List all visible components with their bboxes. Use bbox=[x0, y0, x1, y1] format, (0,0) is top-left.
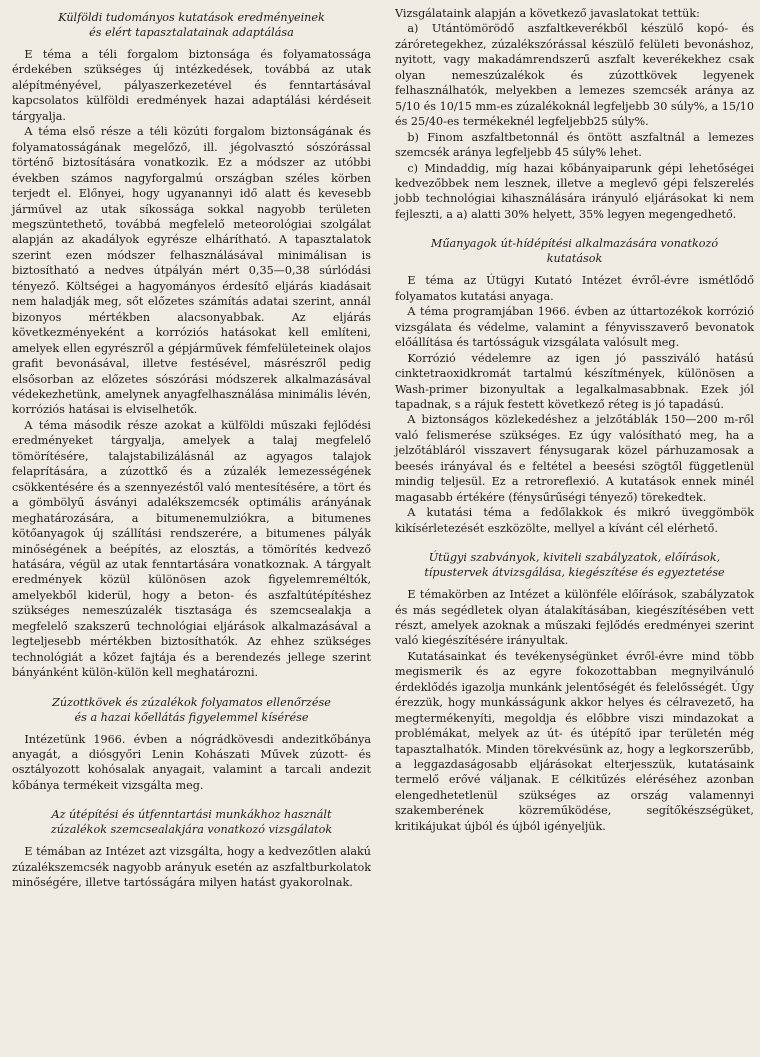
paragraph: A biztonságos közlekedéshez a jelzőtáblák 150—200 m-ről való felismerése szükséges. Ez úgy valósítható meg, ha a jelzőtábláról visszavert fénysugarak közel párhuzamosak a beesés irányával és e feltétel a beesési szögtől függetlenül mindig teljesül. Ez a retroreflexió. A kutatások ennek minél magasabb értékére (fénysűrűségi tényező) törekedtek. bbox=[395, 413, 754, 504]
list-item: b) Finom aszfaltbetonnál és öntött aszfaltnál a lemezes szemcsék aránya legfeljebb 45 súly% lehet. bbox=[395, 130, 754, 160]
paragraph: A téma programjában 1966. évben az úttartozékok korrózió vizsgálata és védelme, valamint a fényvisszaverő bevonatok előállítása és tartósságuk vizsgálata valósult meg. bbox=[395, 305, 754, 350]
paragraph: Korrózió védelemre az igen jó passziváló hatású cinktetraoxidkromát tartalmú készítmények, különösen a Wash-primer bizonyultak a legalkalmasabbnak. Ezek jól tapadnak, s a rájuk festett következő réteg is jó tapadású. bbox=[395, 351, 754, 411]
heading-line: Zúzottkövek és zúzalékok folyamatos ellenőrzése bbox=[52, 695, 331, 709]
paragraph: Intézetünk 1966. évben a nógrádkövesdi andezitkőbánya anyagát, a diósgyőri Lenin Kohászati Művek zúzott- és osztályozott kohósalak anyagait, valamint a tarcali andezit kőbánya termékeit vizsgálta meg. bbox=[12, 732, 371, 792]
paragraph: E téma az Útügyi Kutató Intézet évről-évre ismétlődő folyamatos kutatási anyaga. bbox=[395, 274, 754, 303]
heading-line: kutatások bbox=[546, 252, 603, 266]
section-heading-standards bbox=[395, 550, 754, 580]
heading-line: Műanyagok út-hídépítési alkalmazására vonatkozó bbox=[430, 237, 719, 251]
heading-line: típustervek átvizsgálása, kiegészítése és egyeztetése bbox=[424, 566, 725, 580]
paragraph: E témában az Intézet azt vizsgálta, hogy a kedvezőtlen alakú zúzalékszemcsék nagyobb arányuk esetén az aszfaltburkolatok minőségére, illetve tartósságára milyen hatást gyakorolnak. bbox=[12, 845, 371, 890]
section-heading-aggregate-control bbox=[12, 695, 371, 725]
list-item: c) Mindaddig, míg hazai kőbányaiparunk gépi lehetőségei kedvezőbbek nem lesznek, illetve a meglevő gépi felszerelés jobb technológiai kihasználására irányuló eljárásokat ki nem fejleszti, a a) alatti 30% helyett, 35% legyen megengedhető. bbox=[395, 161, 754, 221]
list-item: a) Utántömörödő aszfaltkeverékből készülő kopó- és záróretegekhez, zúzalékszórással készülő felületi bevonáshoz, nyitott, vagy makadámrendszerű aszfalt keverékekhez csak olyan nemeszúzalékok és zúzottkövek legyenek felhasználhatók, melyekben a lemezes szemcsék aránya az 5/10 és 10/15 mm-es zúzalékoknál legfeljebb 30 súly%, a 15/10 és 25/40-es termékeknél legfeljebb25 súly%. bbox=[395, 22, 754, 129]
heading-line: zúzalékok szemcsealakjára vonatkozó vizsgálatok bbox=[50, 823, 333, 837]
section-heading-plastics bbox=[395, 236, 754, 266]
right-column bbox=[395, 6, 754, 1057]
section-heading-grain-shape bbox=[12, 807, 371, 837]
section-heading-foreign-research bbox=[12, 10, 371, 40]
heading-line: Útügyi szabványok, kiviteli szabályzatok, előírások, bbox=[428, 551, 721, 565]
left-column bbox=[12, 6, 371, 1057]
heading-line: Külföldi tudományos kutatások eredményeinek bbox=[58, 11, 325, 24]
paragraph: A téma második része azokat a külföldi műszaki fejlődési eredményeket tárgyalja, amelyek a talaj megfelelő tömörítésére, talajstabilizálásnál az agyagos talajok felaprítására, a zúzottkő és a zúzalék lemezességének csökkentésére és a szennyezéstől való mentesítésére, a tört és a gömbölyű ásványi adalékszemcsék optimális arányának meghatározására, a bitumenemulziókra, a bitumenes kötőanyagok új szállítási rendszerére, a bitumenes pályák minőségének a beépítés, az elosztás, a tömörítés kedvező hatására, végül az utak fenntartására vonatkoznak. A tárgyalt eredmények közül különösen azok figyelemreméltók, amelyekből kiderül, hogy a beton- és aszfaltútépítéshez szükséges nemeszúzalék tisztasága és szemcsealakja a megfelelő szakszerű technológiai eljárások alkalmazásával a legteljesebb mértékben biztosíthatók. Az ehhez szükséges technológiát a kőzet fajtája és a berendezés jellege szerint bányánként külön-külön kell meghatározni. bbox=[12, 418, 371, 680]
heading-line: Az útépítési és útfenntartási munkákhoz használt bbox=[51, 808, 332, 822]
paragraph: Kutatásainkat és tevékenységünket évről-évre mind több megismerik és az egyre fokozottabban megnyilvánuló érdeklődés igazolja munkánk jelentőségét és felelősségét. Úgy érezzük, hogy munkásságunk akkor helyes és célravezető, ha megtermékenyíti, megoldja és előbbre viszi mindazokat a problémákat, melyek az út- és útépítő ipar területén még tapasztalhatók. Minden törekvésünk az, hogy a legkorszerűbb, a leggazdaságosabb eljárásokat elterjesszük, kutatásaink termelő erővé váljanak. E célkitűzés eléréséhez azonban elengedhetetlenül szükséges az ország valamennyi szakemberének közreműködése, segítőkészségüket, kritikájukat újból és újból igényeljük. bbox=[395, 649, 754, 833]
paragraph: E témakörben az Intézet a különféle előírások, szabályzatok és más segédletek olyan átalakításában, kiegészítésében vett részt, amelyek azoknak a műszaki fejlődés eredményei szerint való kiegészítésére irányultak. bbox=[395, 588, 754, 648]
paragraph: E téma a téli forgalom biztonsága és folyamatossága érdekében szükséges új intézkedések, továbbá az utak alépítményével, pályaszerkezetével és fenntartásával kapcsolatos külföldi eredmények hazai adaptálási kérdéseit tárgyalja. bbox=[12, 48, 371, 123]
paragraph: Vizsgálataink alapján a következő javaslatokat tettük: bbox=[395, 7, 700, 20]
heading-line: és a hazai kőellátás figyelemmel kísérése bbox=[74, 710, 309, 724]
heading-line: és elért tapasztalatainak adaptálása bbox=[89, 26, 294, 39]
paragraph: A téma első része a téli közúti forgalom biztonságának és folyamatosságának megelőző, ill. jégolvasztó sószórással történő biztosítására vonatkozik. Ez a módszer az utóbbi években számos nagyforgalmú országban széles körben terjedt el. Előnyei, hogy ugyanannyi idő alatt és kevesebb járművel az utak síkossága sokkal nagyobb területen megszüntethető, továbbá megfelelő meteorológiai szolgálat alapján az akadályok egyrésze elhárítható. A tapasztalatok szerint ezen módszer felhasználásával minimálisan is biztosítható a nedves útpályán mért 0,35—0,38 súrlódási tényező. Költségei a hagyományos érdesítő eljárás kiadásait nem haladják meg, sőt előzetes számítás adatai szerint, annál bizonyos mértékben alacsonyabbak. Az eljárás következményeként a korróziós hatásokat kell említeni, amelyek ellen egyrészről a gépjárművek fémfelületeinek olajos grafit bevonásával, illetve festésével, másrészről pedig elsősorban az előzetes sószórási módszerek alkalmazásával védekezhetünk, amelynek anyagfelhasználása minimális lévén, korróziós hatásai is elviselhetők. bbox=[12, 125, 371, 417]
paragraph: A kutatási téma a fedőlakkok és mikró üveggömbök kikísérletezését eszközölte, mellyel a kívánt cél elérhető. bbox=[395, 506, 754, 535]
